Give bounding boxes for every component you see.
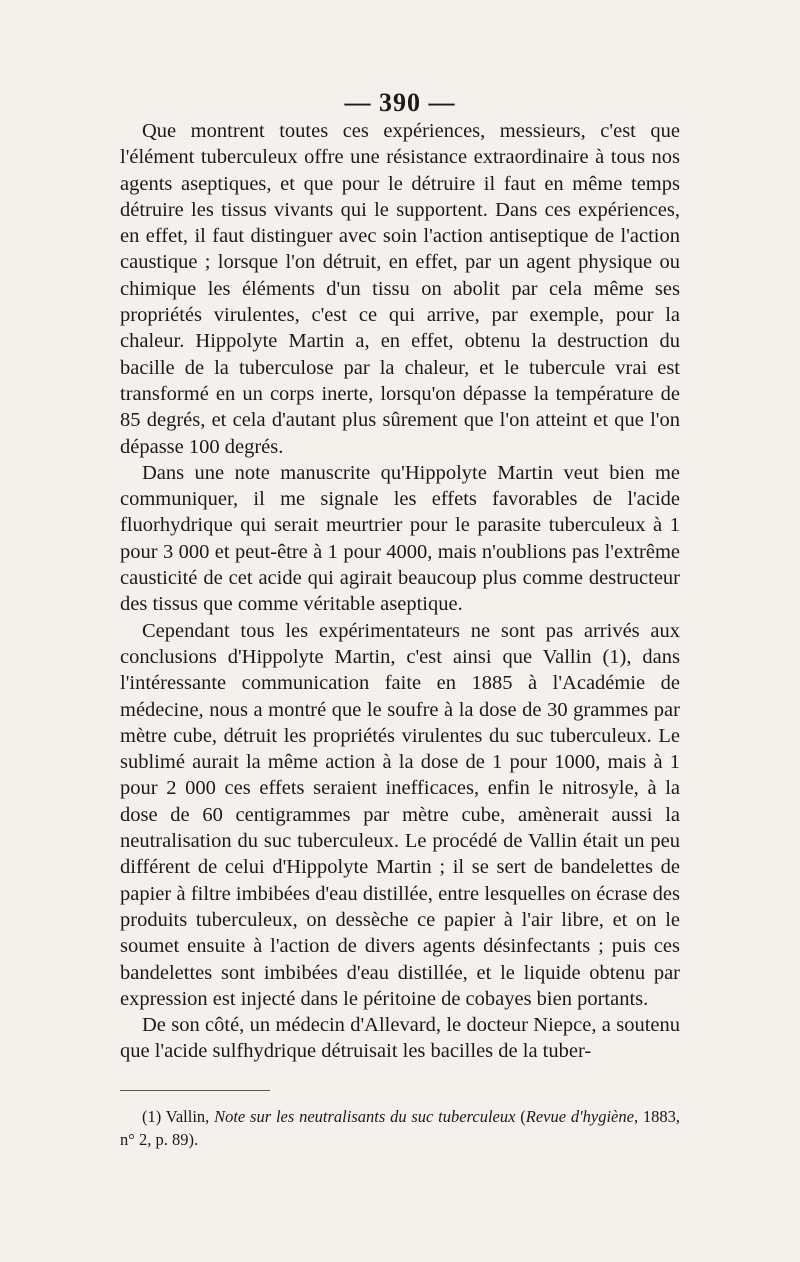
paragraph: Cependant tous les expérimentateurs ne sont pas arrivés aux conclusions d'Hippolyte Martin, c'est ainsi que Vallin (1), dans l'intéressante communication faite en 1885 à l'Académie de médecine, nous a montré que le soufre à la dose de 30 grammes par mètre cube, détruit les propriétés virulentes du suc tuberculeux. Le sublimé aurait la même action à la dose de 1 pour 1000, mais à 1 pour 2 000 ces effets seraient inefficaces, enfin le nitrosyle, à la dose de 60 centigrammes par mètre cube, amènerait aussi la neutralisation du suc tuberculeux. Le procédé de Vallin était un peu différent de celui d'Hippolyte Martin ; il se sert de bandelettes de papier à filtre imbibées d'eau distillée, entre lesquelles on écrase des produits tuberculeux, on dessèche ce papier à l'air libre, et on le soumet ensuite à l'action de divers agents désinfectants ; puis ces bandelettes sont imbibées d'eau distillée, et le liquide obtenu par expression est injecté dans le péritoine de cobayes bien portants. bbox=[120, 619, 680, 1010]
footnote-paren: ( bbox=[515, 1107, 526, 1126]
paragraph: Dans une note manuscrite qu'Hippolyte Martin veut bien me communiquer, il me signale les effets favorables de l'acide fluorhydrique qui serait meurtrier pour le parasite tuberculeux à 1 pour 3 000 et peut-être à 1 pour 4000, mais n'oublions pas l'extrême causticité de cet acide qui agirait beaucoup plus comme destructeur des tissus que comme véritable aseptique. bbox=[120, 461, 680, 616]
footnote-title: Note sur les neutralisants du suc tuberculeux bbox=[214, 1107, 516, 1126]
paragraph: Que montrent toutes ces expériences, messieurs, c'est que l'élément tuberculeux offre une résistance extraordinaire à tous nos agents aseptiques, et que pour le détruire il faut en même temps détruire les tissus vivants qui le supportent. Dans ces expériences, en effet, il faut distinguer avec soin l'action antiseptique de l'action caustique ; lorsque l'on détruit, en effet, par un agent physique ou chimique les éléments d'un tissu on abolit par cela même ses propriétés virulentes, c'est ce qui arrive, par exemple, pour la chaleur. Hippolyte Martin a, en effet, obtenu la destruction du bacille de la tuberculose par la chaleur, et le tubercule vrai est transformé en un corps inerte, lorsqu'on dépasse la température de 85 degrés, et cela d'autant plus sûrement que l'on atteint et que l'on dépasse 100 degrés. bbox=[120, 120, 680, 458]
footnote bbox=[120, 1105, 680, 1151]
footnote-marker: (1) Vallin, bbox=[142, 1107, 215, 1126]
page-number: — 390 — bbox=[344, 88, 456, 117]
body-text bbox=[120, 118, 680, 1065]
footnote-journal: Revue d'hygiène bbox=[525, 1107, 634, 1126]
footnote-divider bbox=[120, 1090, 270, 1091]
paragraph: De son côté, un médecin d'Allevard, le docteur Niepce, a soutenu que l'acide sulfhydrique détruisait les bacilles de la tuber- bbox=[120, 1014, 680, 1063]
footnote-details: , 1883, n° 2, p. 89). bbox=[120, 1107, 681, 1149]
